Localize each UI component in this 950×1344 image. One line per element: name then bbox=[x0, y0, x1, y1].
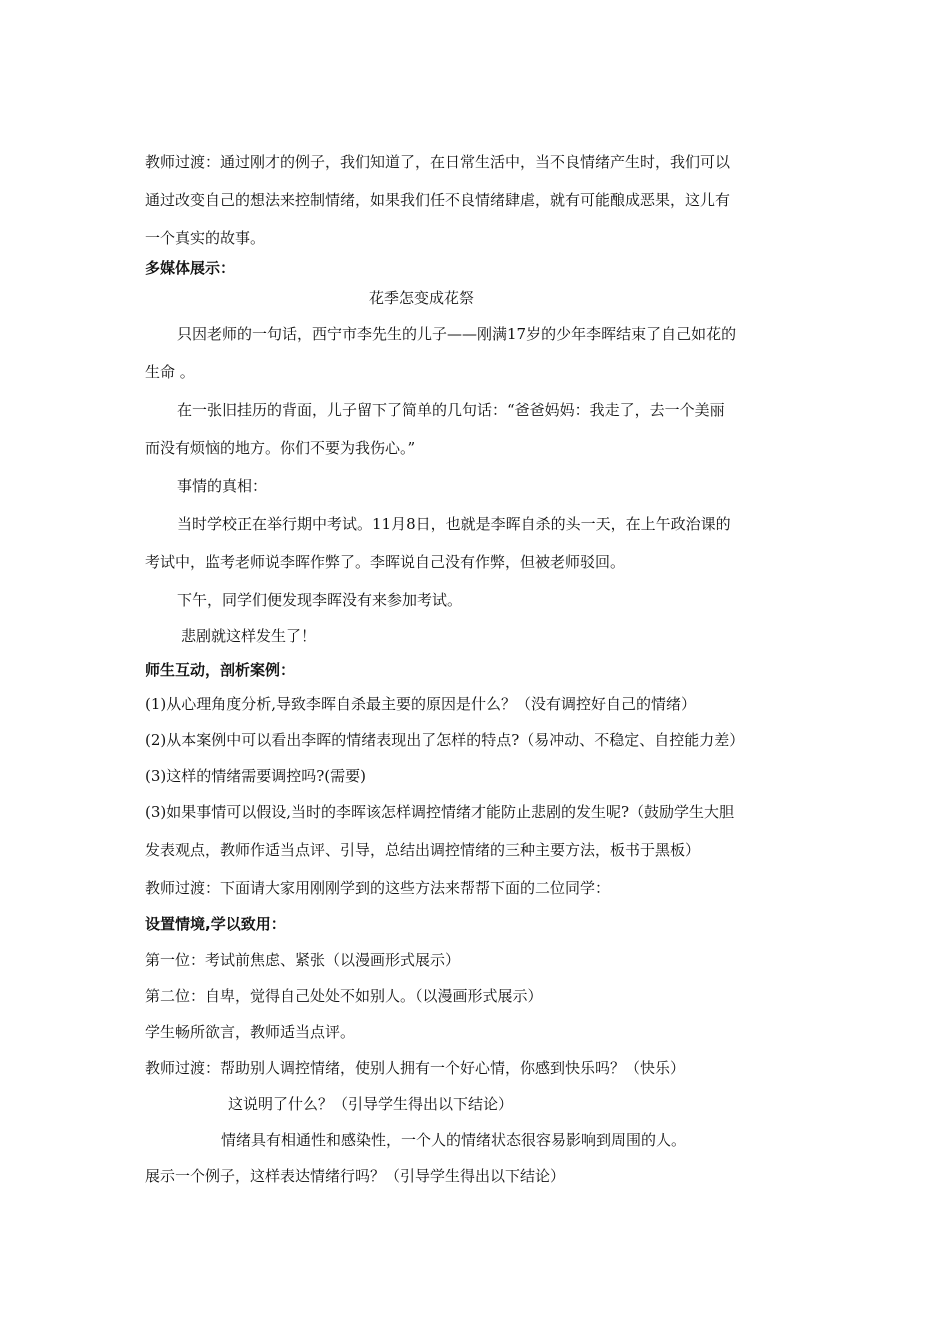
section-heading: 多媒体展示： bbox=[145, 259, 236, 277]
section-heading: 设置情境,学以致用： bbox=[145, 915, 286, 933]
paragraph-line: 第二位：自卑，觉得自己处处不如别人。（以漫画形式展示） bbox=[145, 987, 543, 1005]
question-line: (1)从心理角度分析,导致李晖自杀最主要的原因是什么？（没有调控好自己的情绪） bbox=[145, 695, 697, 713]
paragraph-line: 在一张旧挂历的背面，儿子留下了简单的几句话：“爸爸妈妈：我走了，去一个美丽 bbox=[177, 401, 725, 419]
question-line: (2)从本案例中可以看出李晖的情绪表现出了怎样的特点?（易冲动、不稳定、自控能力差） bbox=[145, 731, 745, 749]
paragraph-line: 生命 。 bbox=[145, 363, 195, 381]
paragraph-line: 而没有烦恼的地方。你们不要为我伤心。” bbox=[145, 439, 416, 457]
paragraph-line: 通过改变自己的想法来控制情绪，如果我们任不良情绪肆虐，就有可能酿成恶果，这儿有 bbox=[145, 191, 731, 209]
paragraph-line: 下午，同学们便发现李晖没有来参加考试。 bbox=[177, 591, 463, 609]
paragraph-line: 学生畅所欲言，教师适当点评。 bbox=[145, 1023, 356, 1041]
paragraph-line: 考试中，监考老师说李晖作弊了。李晖说自己没有作弊，但被老师驳回。 bbox=[145, 553, 626, 571]
question-line: (3)这样的情绪需要调控吗?(需要) bbox=[145, 767, 366, 785]
section-heading: 师生互动，剖析案例： bbox=[145, 661, 296, 679]
paragraph-line: 情绪具有相通性和感染性，一个人的情绪状态很容易影响到周围的人。 bbox=[221, 1131, 687, 1149]
paragraph-line: 悲剧就这样发生了！ bbox=[181, 627, 317, 645]
paragraph-line: 当时学校正在举行期中考试。11月8日，也就是李晖自杀的头一天，在上午政治课的 bbox=[177, 515, 731, 533]
paragraph-line: 这说明了什么？（引导学生得出以下结论） bbox=[228, 1095, 514, 1113]
question-line: (3)如果事情可以假设,当时的李晖该怎样调控情绪才能防止悲剧的发生呢?（鼓励学生大胆 bbox=[145, 803, 735, 821]
paragraph-line: 展示一个例子，这样表达情绪行吗？（引导学生得出以下结论） bbox=[145, 1167, 566, 1185]
paragraph-line: 事情的真相： bbox=[177, 477, 268, 495]
question-line: 发表观点，教师作适当点评、引导，总结出调控情绪的三种主要方法，板书于黑板） bbox=[145, 841, 701, 859]
paragraph-line: 只因老师的一句话，西宁市李先生的儿子——刚满17岁的少年李晖结束了自己如花的 bbox=[177, 325, 737, 343]
paragraph-line: 第一位：考试前焦虑、紧张（以漫画形式展示） bbox=[145, 951, 461, 969]
paragraph-line: 教师过渡：帮助别人调控情绪，使别人拥有一个好心情，你感到快乐吗？（快乐） bbox=[145, 1059, 686, 1077]
paragraph-line: 教师过渡：通过刚才的例子，我们知道了，在日常生活中，当不良情绪产生时，我们可以 bbox=[145, 153, 731, 171]
paragraph-line: 教师过渡：下面请大家用刚刚学到的这些方法来帮帮下面的二位同学： bbox=[145, 879, 611, 897]
paragraph-line: 一个真实的故事。 bbox=[145, 229, 266, 247]
story-title: 花季怎变成花祭 bbox=[369, 289, 475, 307]
